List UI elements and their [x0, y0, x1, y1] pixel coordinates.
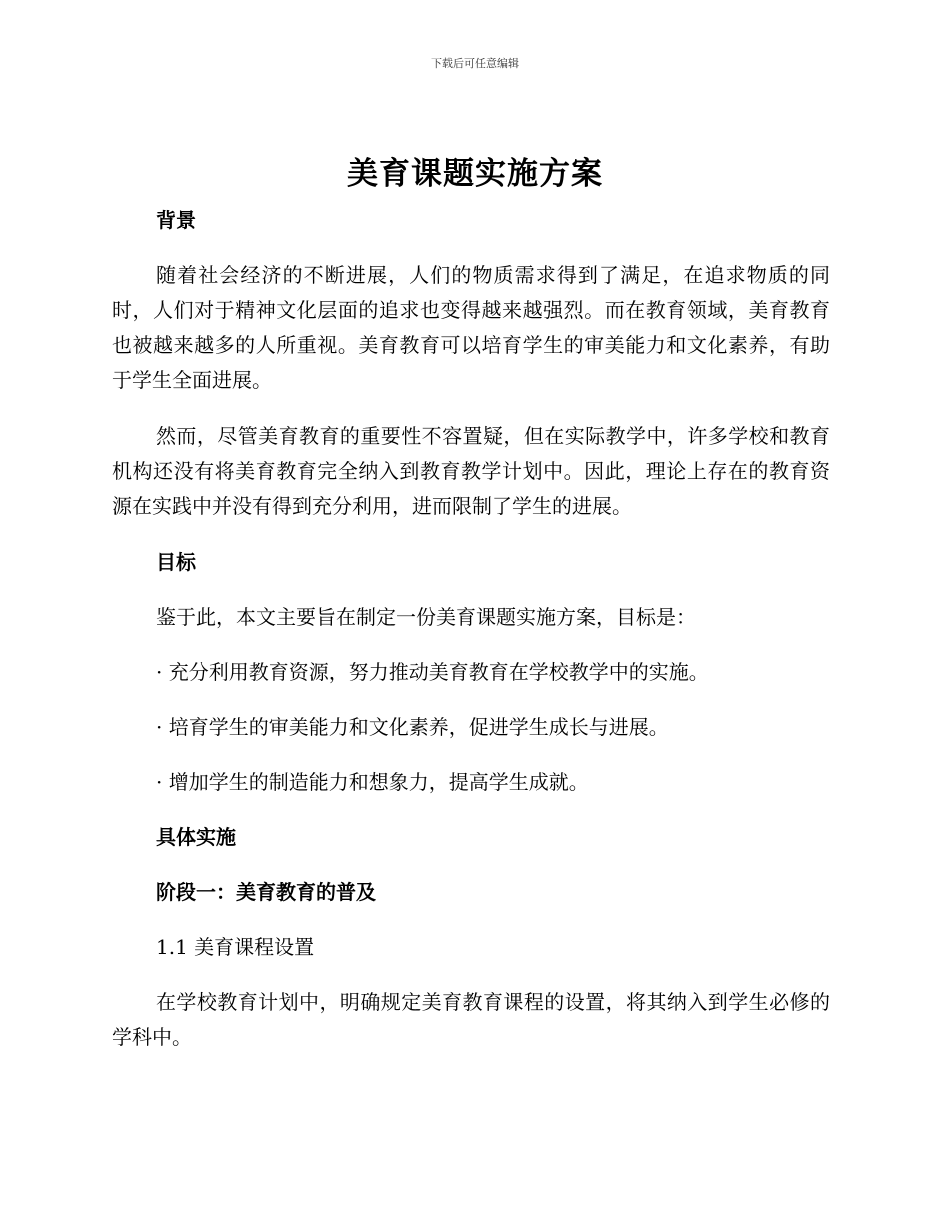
goals-intro: 鉴于此，本文主要旨在制定一份美育课题实施方案，目标是：	[156, 605, 696, 629]
section-heading-goals: 目标	[156, 550, 196, 574]
header-note: 下载后可任意编辑	[431, 57, 519, 70]
paragraph: 在学校教育计划中，明确规定美育教育课程的设置，将其纳入到学生必修的学科中。	[112, 990, 830, 1049]
paragraph: 然而，尽管美育教育的重要性不容置疑，但在实际教学中，许多学校和教育机构还没有将美育教育完全纳入到教育教学计划中。因此，理论上存在的教育资源在实践中并没有得到充分利用，进而限制了学生的进展。	[112, 424, 830, 518]
section-heading-implementation: 具体实施	[156, 825, 236, 849]
document-body	[112, 203, 830, 1076]
goal-item: · 培育学生的审美能力和文化素养，促进学生成长与进展。	[156, 715, 669, 739]
paragraph: 随着社会经济的不断进展，人们的物质需求得到了满足，在追求物质的同时，人们对于精神文化层面的追求也变得越来越强烈。而在教育领域，美育教育也被越来越多的人所重视。美育教育可以培育学生的审美能力和文化素养，有助于学生全面进展。	[112, 263, 830, 392]
subsection-heading: 1.1 美育课程设置	[156, 935, 315, 959]
section-heading-background: 背景	[156, 208, 196, 232]
goal-item: · 充分利用教育资源，努力推动美育教育在学校教学中的实施。	[156, 660, 709, 684]
stage-heading: 阶段一：美育教育的普及	[156, 880, 376, 904]
document-title: 美育课题实施方案	[347, 156, 603, 192]
goal-item: · 增加学生的制造能力和想象力，提高学生成就。	[156, 770, 589, 794]
